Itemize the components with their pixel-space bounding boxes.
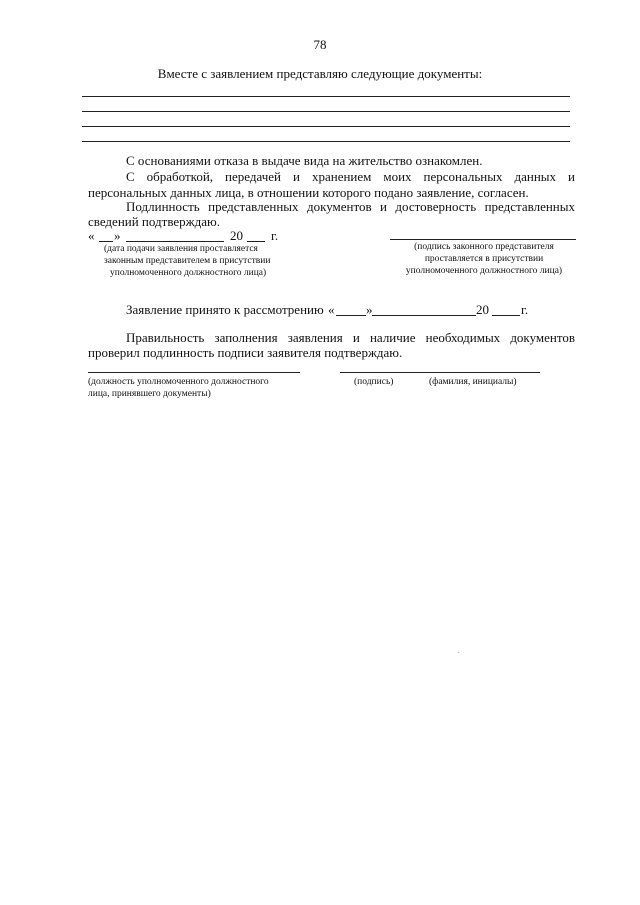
authenticity-line-1: Подлинность представленных документов и достоверность представленных — [126, 199, 575, 214]
acceptance-day-field[interactable] — [336, 315, 366, 316]
processing-consent-line-1: С обработкой, передачей и хранением моих персональных данных и — [126, 169, 575, 184]
date-caption-line-3: уполномоченного должностного лица) — [110, 268, 267, 278]
documents-line-1[interactable] — [82, 96, 570, 97]
date-month-field[interactable] — [126, 241, 224, 242]
date-open-quote: « — [88, 228, 95, 243]
signature-caption-line-3: уполномоченного должностного лица) — [405, 266, 563, 276]
date-year-suffix: г. — [271, 228, 279, 243]
acceptance-month-field[interactable] — [372, 315, 476, 316]
acceptance-open-quote: « — [328, 302, 335, 317]
official-signature-field[interactable] — [340, 372, 540, 373]
acceptance-label: Заявление принято к рассмотрению — [126, 302, 324, 317]
date-close-quote: » — [114, 228, 121, 243]
signature-caption-line-2: проставляется в присутствии — [424, 254, 544, 264]
signature-caption-line-1: (подпись законного представителя — [414, 242, 554, 252]
date-caption-line-2: законным представителем в присутствии — [104, 256, 271, 266]
verification-line-1: Правильность заполнения заявления и наличие необходимых документов — [126, 330, 575, 345]
page-number: 78 — [313, 37, 327, 52]
acceptance-year-prefix: 20 — [476, 302, 489, 317]
official-position-caption-line-2: лица, принявшего документы) — [88, 389, 211, 399]
documents-line-2[interactable] — [82, 111, 570, 112]
official-position-caption-line-1: (должность уполномоченного должностного — [88, 377, 269, 387]
documents-line-4[interactable] — [82, 141, 570, 142]
date-caption-line-1: (дата подачи заявления проставляется — [104, 244, 258, 254]
acceptance-year-field[interactable] — [492, 315, 520, 316]
acceptance-year-suffix: г. — [521, 302, 529, 317]
official-name-caption: (фамилия, инициалы) — [429, 377, 517, 387]
scan-speck — [458, 652, 459, 653]
refusal-grounds-text: С основаниями отказа в выдаче вида на жительство ознакомлен. — [126, 153, 483, 168]
date-day-field[interactable] — [99, 241, 113, 242]
acceptance-close-quote: » — [366, 302, 373, 317]
authenticity-line-2: сведений подтверждаю. — [88, 214, 220, 229]
documents-line-3[interactable] — [82, 126, 570, 127]
processing-consent-line-2: персональных данных лица, в отношении которого подано заявление, согласен. — [88, 185, 529, 200]
documents-intro: Вместе с заявлением представляю следующие документы: — [157, 66, 483, 81]
date-year-field[interactable] — [247, 241, 265, 242]
date-year-prefix: 20 — [230, 228, 243, 243]
representative-signature-field[interactable] — [390, 239, 576, 240]
verification-line-2: проверил подлинность подписи заявителя подтверждаю. — [88, 345, 403, 360]
official-signature-caption: (подпись) — [354, 377, 394, 387]
official-position-field[interactable] — [88, 372, 300, 373]
